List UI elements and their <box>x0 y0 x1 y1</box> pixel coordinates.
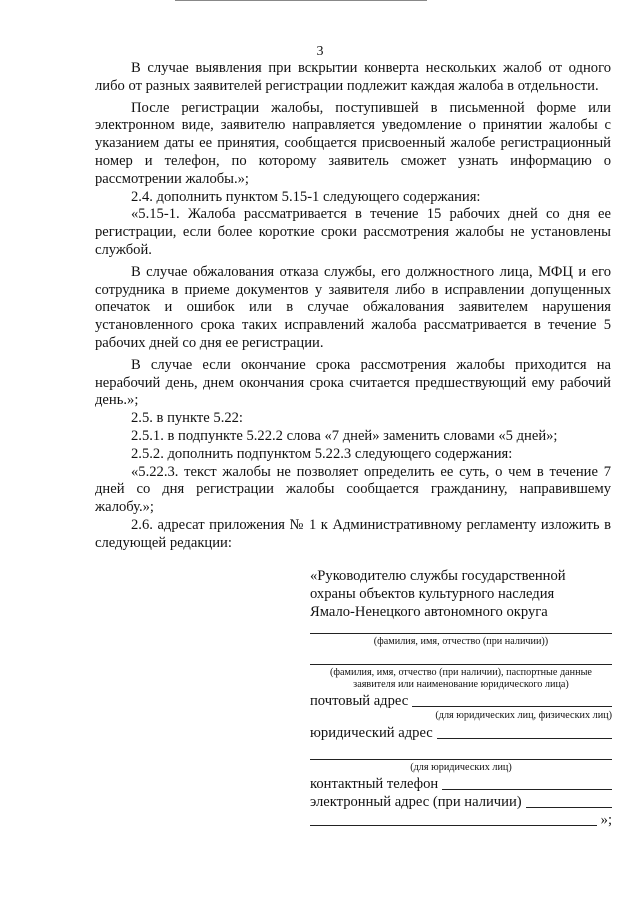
legal-address-label: юридический адрес <box>310 725 433 741</box>
addressee-line: Ямало-Ненецкого автономного округа <box>310 604 548 620</box>
paragraph: 2.5.2. дополнить подпунктом 5.22.3 следующего содержания: <box>131 445 513 462</box>
paragraph: В случае выявления при вскрытии конверта нескольких жалоб от одного либо от разных заявителей регистрации подлежит каждая жалоба в отдельности. <box>95 60 611 94</box>
page-number: 3 <box>316 44 324 59</box>
phone-label: контактный телефон <box>310 776 439 792</box>
phone-row <box>310 776 612 793</box>
paragraph: «5.15-1. Жалоба рассматривается в течение 15 рабочих дней со дня ее регистрации, если более короткие сроки рассмотрения жалобы не установлены службой. <box>95 206 611 258</box>
postal-address-row <box>310 693 612 710</box>
postal-address-line <box>412 706 612 707</box>
postal-address-hint: (для юридических лиц, физических лиц) <box>435 710 612 721</box>
fio-hint: (фамилия, имя, отчество (при наличии)) <box>373 636 549 647</box>
paragraph: 2.6. адресат приложения № 1 к Административному регламенту изложить в следующей редакции: <box>95 516 611 551</box>
paragraph: 2.4. дополнить пунктом 5.15-1 следующего содержания: <box>131 188 481 205</box>
legal-address-line <box>437 738 612 739</box>
applicant-line <box>310 664 612 665</box>
email-row <box>310 794 612 811</box>
paragraph: После регистрации жалобы, поступившей в письменной форме или электронном виде, заявителю направляется уведомление о принятии жалобы с указанием даты ее принятия, сообщается присвоенный жалобе регистрационный номер и телефон, по которому заявитель сможет узнать информацию о рассмотрении жалобы.»; <box>95 99 611 187</box>
paragraph: 2.5. в пункте 5.22: <box>131 410 243 427</box>
addressee-block <box>310 567 612 829</box>
closing-line <box>310 825 597 826</box>
email-label: электронный адрес (при наличии) <box>310 794 522 810</box>
email-line <box>526 807 612 808</box>
paragraph: 2.5.1. в подпункте 5.22.2 слова «7 дней» заменить словами «5 дней»; <box>131 427 558 444</box>
phone-line <box>442 789 612 790</box>
document-body <box>95 60 611 553</box>
addressee-line: охраны объектов культурного наследия <box>310 586 555 602</box>
paragraph: В случае если окончание срока рассмотрения жалобы приходится на нерабочий день, днем окончания срока считается предшествующий ему рабочий день.»; <box>95 356 611 409</box>
legal-address-hint: (для юридических лиц) <box>410 762 512 773</box>
closing-mark: »; <box>600 812 612 828</box>
applicant-hint: (фамилия, имя, отчество (при наличии), паспортные данные <box>330 667 592 678</box>
postal-address-label: почтовый адрес <box>310 693 409 709</box>
closing-row <box>310 812 612 829</box>
top-edge-line <box>175 0 427 1</box>
paragraph: В случае обжалования отказа службы, его должностного лица, МФЦ и его сотрудника в приеме документов у заявителя либо в исправлении допущенных опечаток и ошибок или в случае обжалования заявителем нарушения установленного срока таких исправлений жалоба рассматривается в течение 5 рабочих дней со дня ее регистрации. <box>95 263 611 351</box>
paragraph: «5.22.3. текст жалобы не позволяет определить ее суть, о чем в течение 7 дней со дня регистрации жалобы сообщается гражданину, направившему жалобу.»; <box>95 463 611 516</box>
applicant-hint: заявителя или наименование юридического лица) <box>353 679 569 690</box>
addressee-line: «Руководителю службы государственной <box>310 568 566 584</box>
legal-address-row <box>310 725 612 742</box>
legal-address-line-2 <box>310 759 612 760</box>
fio-line <box>310 633 612 634</box>
